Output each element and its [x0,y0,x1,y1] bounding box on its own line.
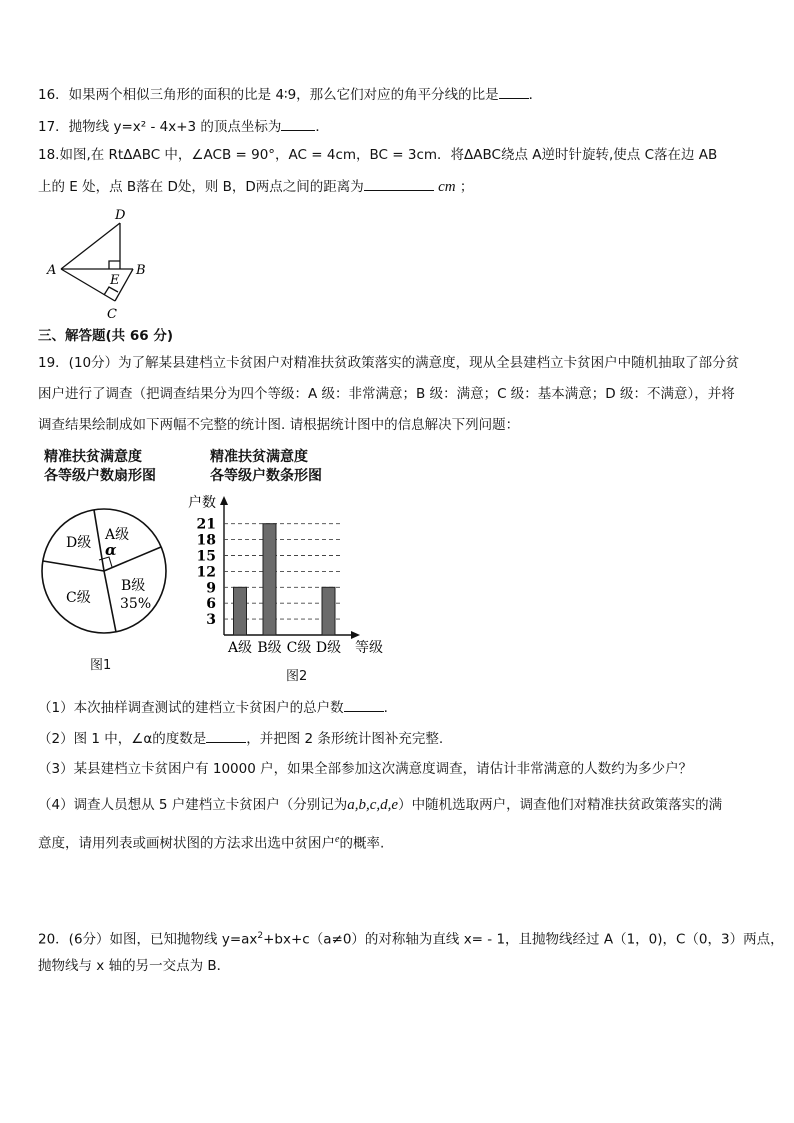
segment-AD [61,223,120,269]
section-3-heading: 三、解答题(共 66 分) [38,328,174,344]
q20-superscript: 2 [257,931,264,941]
pie-label-A: A级 [105,527,130,543]
question-16 [38,84,542,104]
q19-sub2-blank [206,728,246,743]
right-angle-mark-C [104,287,118,295]
q16-text: 16．如果两个相似三角形的面积的比是 4∶9，那么它们对应的角平分线的比是 [38,87,499,103]
pie-label-B-percent: 35% [120,596,152,612]
bar-title-line1: 精准扶贫满意度 [210,449,308,465]
bar-title [210,448,322,486]
q19-sub2-text-b: ，并把图 2 条形统计图补充完整. [246,731,444,747]
q20-line2: 抛物线与 x 轴的另一交点为 B． [38,958,231,974]
x-tick-label: A级 [227,640,253,656]
q19-sub4-line2 [38,831,384,853]
y-tick-label: 3 [206,612,216,629]
question-17 [38,116,329,136]
pie-caption: 图1 [90,658,112,673]
q19-line1: 19．(10分）为了解某县建档立卡贫困户对精准扶贫政策落实的满意度，现从全县建档立卡贫困户中随机抽取了部分贫 [38,355,740,371]
bar-title-line2: 各等级户数条形图 [210,468,322,484]
q17-answer-blank [281,116,315,131]
bar-A级 [234,587,247,635]
q19-line3: 调查结果绘制成如下两幅不完整的统计图. 请根据统计图中的信息解决下列问题： [38,417,520,433]
question-18-line1 [38,146,717,164]
pie-title [44,448,156,486]
x-axis-arrow [351,631,360,639]
q18-text-line2: 上的 E 处，点 B落在 D处，则 B，D两点之间的距离为 [38,179,364,195]
pie-label-D: D级 [66,535,92,551]
bar-chart [178,490,393,660]
label-C: C [107,307,117,322]
q18-unit: cm [438,179,456,195]
q19-sub2 [38,728,443,748]
y-tick-label: 9 [206,580,216,597]
segment-AC [61,269,115,301]
bar-ylabel: 户数 [188,495,216,511]
right-angle-mark-E [109,261,120,269]
bar-caption: 图2 [286,669,308,684]
pie-label-alpha: α [105,541,117,559]
q17-end: ． [315,119,329,135]
q20-line1 [38,927,784,949]
label-A: A [47,263,57,278]
label-E: E [110,273,120,288]
q18-text-line1: 18.如图,在 RtΔABC 中，∠ACB = 90°，AC = 4cm，BC = 3cm．将ΔABC绕点 A逆时针旋转,使点 C落在边 AB [38,147,718,163]
q18-triangle-figure [40,205,155,323]
q18-answer-blank [364,176,434,191]
q19-sub4-vars: a,b,c,d,e [347,797,399,813]
q19-sub1-text: （1）本次抽样调查测试的建档立卡贫困户的总户数 [38,700,344,716]
q18-end: ； [459,179,474,195]
q19-sub4-line1 [38,796,722,814]
question-18-line2 [38,176,473,196]
bar-D级 [322,587,335,635]
x-tick-label: C级 [286,640,312,656]
y-tick-label: 12 [196,564,216,581]
q19-sub2-text-a: （2）图 1 中，∠α的度数是 [38,731,207,747]
label-D: D [115,208,126,223]
q19-sub1 [38,697,388,717]
label-B: B [136,263,146,278]
q19-sub4-text-c: 意度，请用列表或画树状图的方法求出选中贫困户 [38,835,335,852]
pie-chart [36,505,176,645]
q16-end: ． [528,87,543,103]
q20-text-b: +bx+c（a≠0）的对称轴为直线 x= - 1，且抛物线经过 A（1，0)，C（0，3）两点， [263,931,784,948]
bar-xlabel: 等级 [355,640,383,656]
pie-title-line1: 精准扶贫满意度 [44,449,142,465]
pie-label-B: B级 [121,578,146,594]
pie-title-line2: 各等级户数扇形图 [44,468,156,484]
q19-sub1-end: . [383,700,388,716]
y-tick-label: 15 [196,548,216,565]
q19-sub4-text-d: 的概率. [339,835,385,852]
q19-sub3: （3）某县建档立卡贫困户有 10000 户，如果全部参加这次满意度调查，请估计非常满意的人数约为多少户？ [38,761,693,777]
q19-sub4-e: e [335,834,340,845]
q19-sub4-text-b: ）中随机选取两户，调查他们对精准扶贫政策落实的满 [398,797,723,813]
q17-text: 17．抛物线 y=x² - 4x+3 的顶点坐标为 [38,119,282,135]
y-axis-arrow [220,496,228,505]
x-tick-label: D级 [315,640,342,656]
q20-text-a: 20．(6分）如图，已知抛物线 y=ax [38,931,258,948]
q19-line2: 困户进行了调查（把调查结果分为四个等级：A 级：非常满意；B 级：满意；C 级：基本满意；D 级：不满意），并将 [38,386,735,402]
q19-sub4-text-a: （4）调查人员想从 5 户建档立卡贫困户（分别记为 [38,797,348,813]
y-tick-label: 21 [196,516,216,533]
q19-sub1-blank [344,697,384,712]
bar-B级 [263,524,276,635]
y-tick-label: 18 [196,532,216,549]
x-tick-label: B级 [257,640,282,656]
y-tick-label: 6 [206,596,216,613]
q16-answer-blank [499,84,529,99]
pie-label-C: C级 [66,590,91,606]
